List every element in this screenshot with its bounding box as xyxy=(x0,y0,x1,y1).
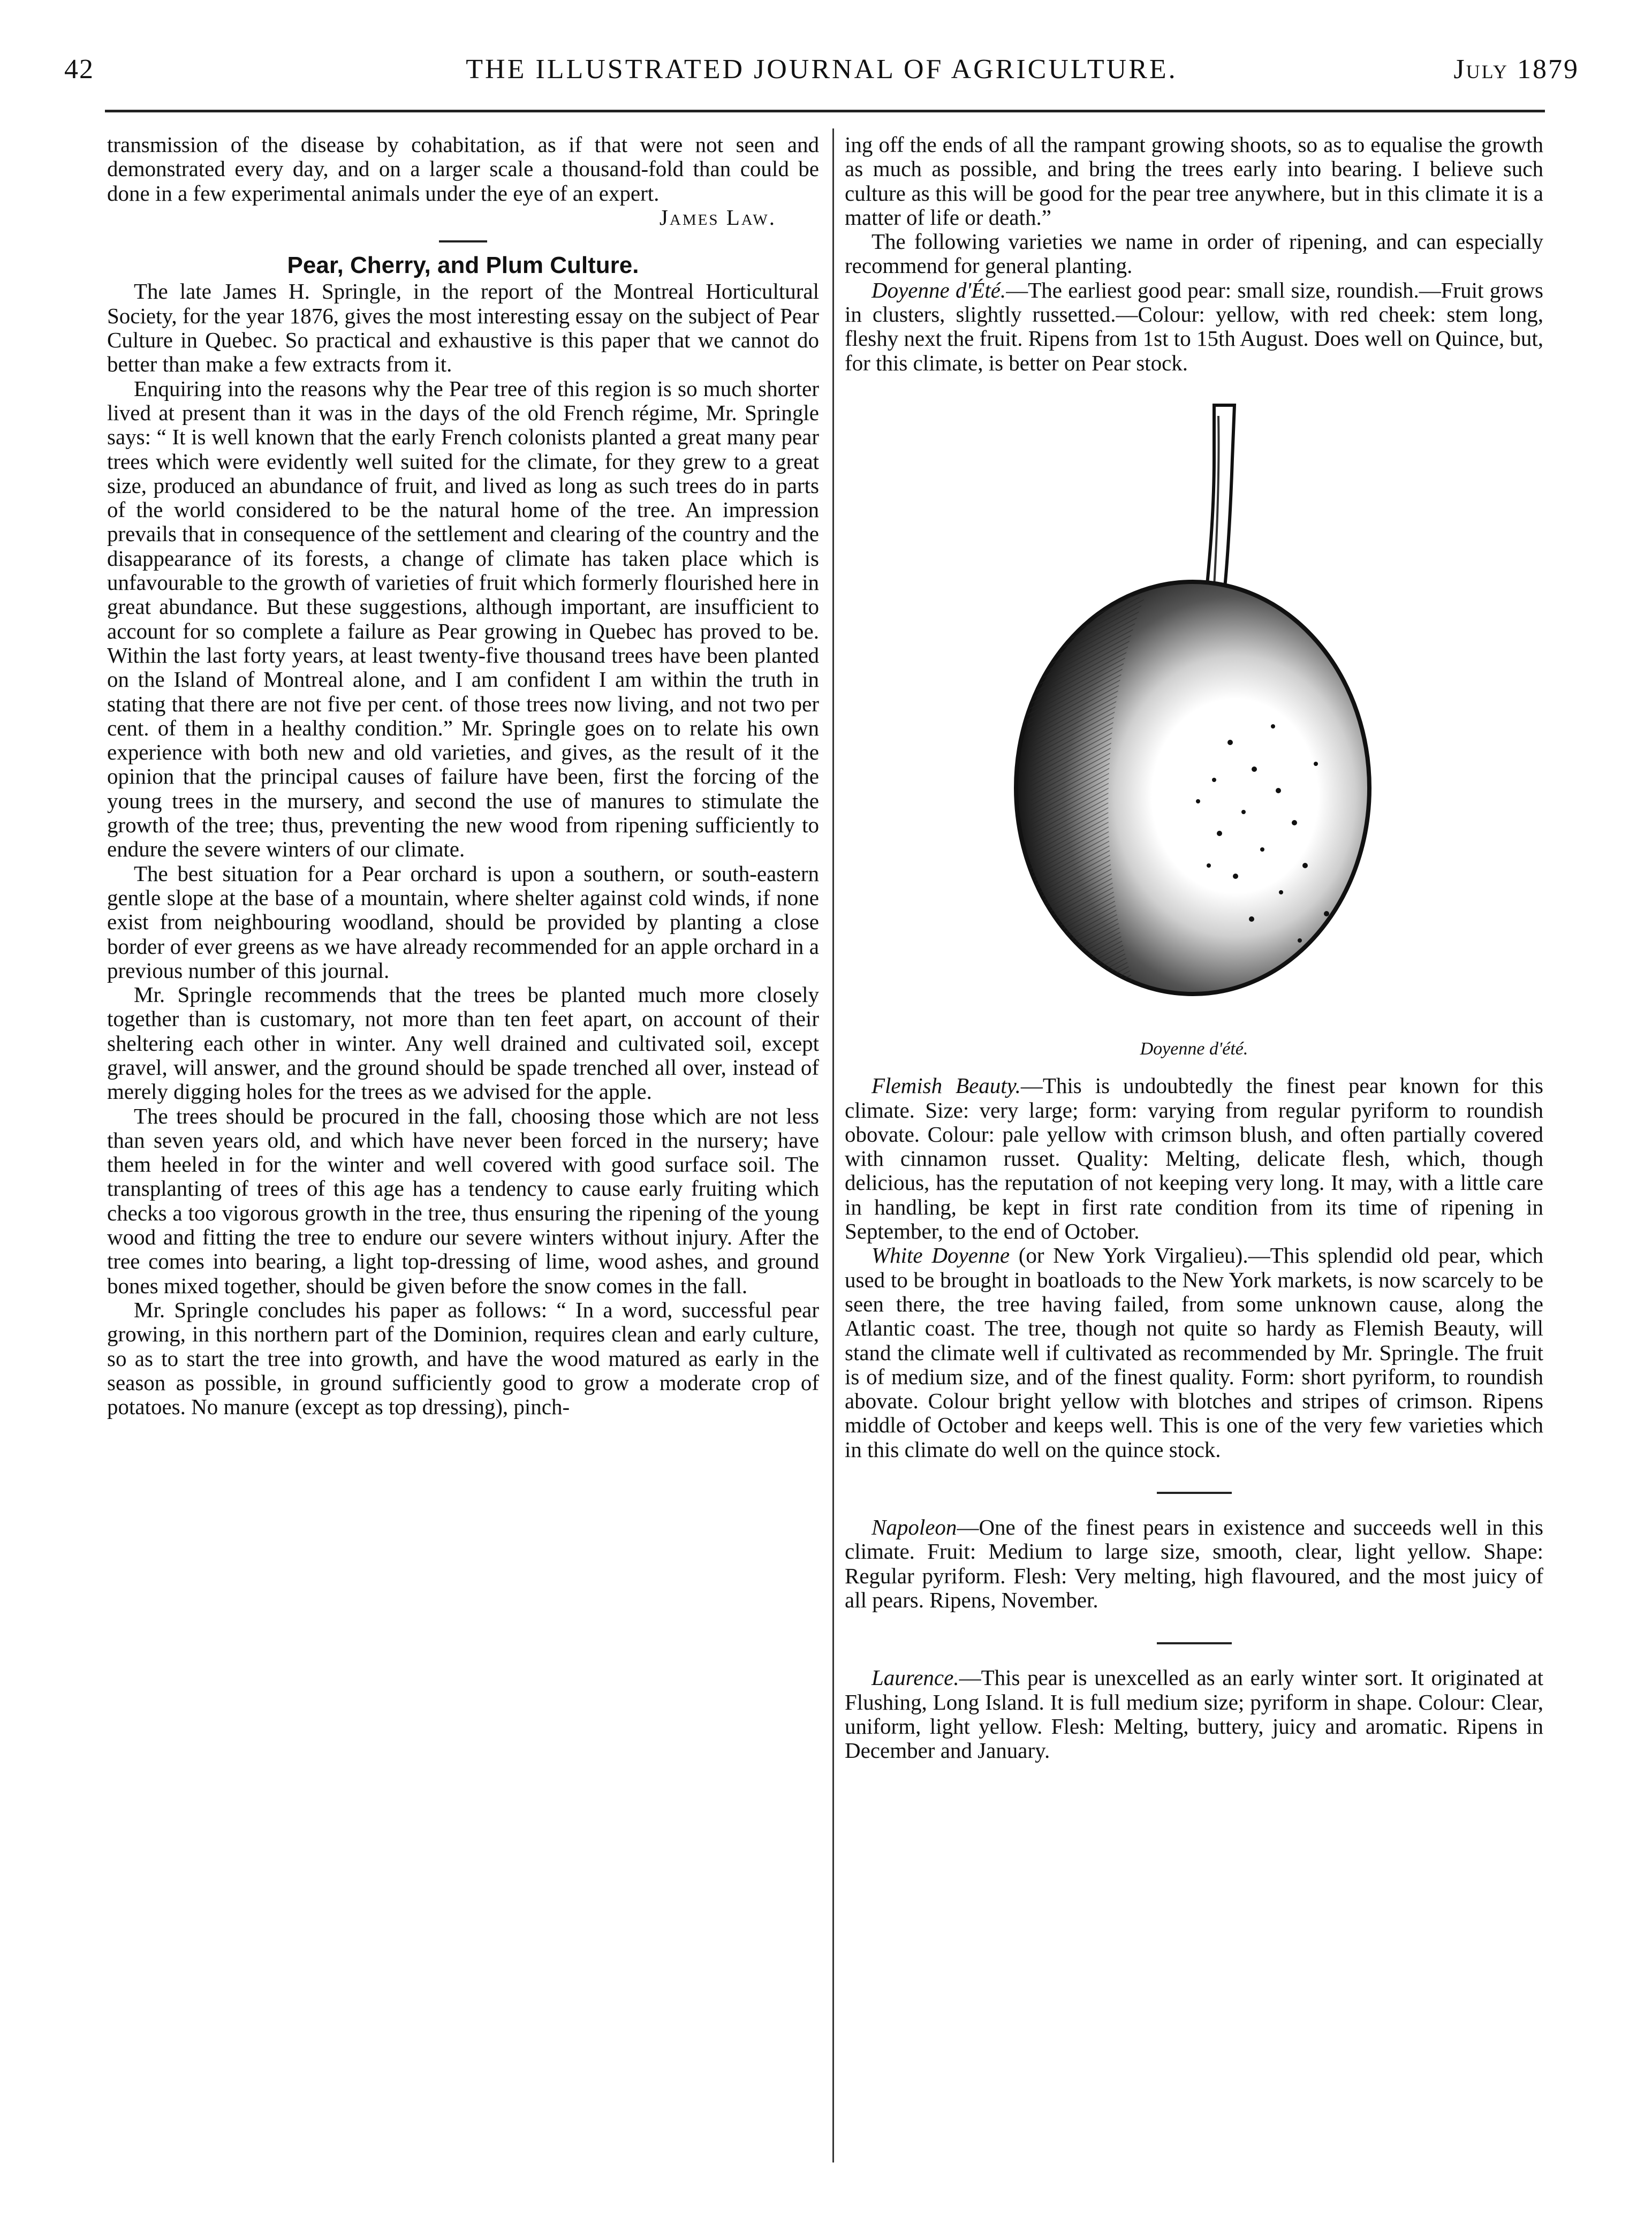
author-signature: James Law. xyxy=(659,204,776,230)
column-divider xyxy=(832,128,834,2162)
body-paragraph: The best situation for a Pear orchard is upon a southern, or south-eastern gentle slope at the base of a mountain, where shelter against cold winds, if none exist from neighbouring woodland, should be provided by planting a close border of ever greens as we have already recommended for an apple orchard in a previous number of this journal. xyxy=(107,861,819,983)
continued-paragraph: ing off the ends of all the rampant growing shoots, so as to equalise the growth as much as possible, and bring the trees early into bearing. I believe such culture as this will be good for the pear tree anywhere, but in this climate it is a matter of life or death.” xyxy=(845,132,1543,230)
body-paragraph: Enquiring into the reasons why the Pear tree of this region is so much shorter lived at present than it was in the days of the old French régime, Mr. Springle says: “ It is well known that the early French colonists planted a great many pear trees which were evidently well suited for the climate, for they grew to a great size, produced an abundance of fruit, and lived as long as such trees do in parts of the world considered to be the natural home of the tree. An impression prevails that in consequence of the settlement and clearing of the country and the disappearance of its forests, a change of climate has taken place which is unfavourable to the growth of varieties of fruit which formerly flourished here in great abundance. But these suggestions, although important, are insufficient to account for so complete a failure as Pear growing in Quebec has proved to be. Within the last forty years, at least twenty-five thousand trees have been planted on the Island of Montreal alone, and I am confident I am within the truth in stating that there are not five per cent. of those trees now living, and not two per cent. of them in a healthy condition.” Mr. Springle goes on to relate his own experience with both new and old varieties, and gives, as the result of it the opinion that the principal causes of failure have been, first the forcing of the young trees in the mursery, and second the use of manures to stimulate the growth of the tree; thus, preventing the new wood from ripening sufficiently to endure the severe winters of our climate. xyxy=(107,376,819,862)
variety-description: —This pear is unexcelled as an early winter sort. It originated at Flushing, Long Island. It is full medium size; pyriform in shape. Colour: Clear, uniform, light yellow. Flesh: Melting, buttery, juicy and aromatic. Ripens in December and January. xyxy=(845,1665,1543,1763)
variety-entry xyxy=(845,1666,1543,1763)
continued-paragraph: transmission of the disease by cohabitation, as if that were not seen and demonstrated every day, and on a larger scale a thousand-fold than could be done in a few experimental animals under the eye of an expert. xyxy=(107,132,819,206)
running-head xyxy=(64,54,1579,96)
variety-name: White Doyenne xyxy=(872,1243,1010,1268)
variety-entry xyxy=(845,1074,1543,1243)
variety-description: —The earliest good pear: small size, roundish.—Fruit grows in clusters, slightly russetted.—Colour: yellow, with red cheek: stem long, fleshy next the fruit. Ripens from 1st to 15th August. Does well on Quince, but, for this climate, is better on Pear stock. xyxy=(845,277,1544,375)
variety-name: Flemish Beauty. xyxy=(872,1073,1021,1098)
body-paragraph: Mr. Springle concludes his paper as follows: “ In a word, successful pear growing, in this northern part of the Dominion, requires clean and early culture, so as to start the tree into growth, and have the wood matured as early in the season as possible, in ground sufficiently good to grow a moderate crop of potatoes. No manure (except as top dressing), pinch- xyxy=(107,1297,819,1420)
body-paragraph: The late James H. Springle, in the report of the Montreal Horticultural Society, for the year 1876, gives the most interesting essay on the subject of Pear Culture in Quebec. So practical and exhaustive is this paper that we cannot do better than make a few extracts from it. xyxy=(107,279,819,377)
page-number: 42 xyxy=(64,54,94,85)
variety-description: (or New York Virgalieu).—This splendid old pear, which used to be brought in boatloads to the New York markets, is now scarcely to be seen there, the tree having failed, from some unknown cause, along the Atlantic coast. The tree, though not quite so hardy as Flemish Beauty, will stand the climate well if cultivated as recommended by Mr. Springle. The fruit is of medium size, and of the finest quality. Form: short pyriform, to roundish abovate. Colour bright yellow with blotches and stripes of crimson. Ripens middle of October and keeps well. This is one of the very few varieties which in this climate do well on the quince stock. xyxy=(845,1243,1543,1462)
variety-entry xyxy=(845,1243,1543,1462)
variety-name: Doyenne d'Été. xyxy=(872,277,1006,302)
variety-description: —One of the finest pears in existence and succeeds well in this climate. Fruit: Medium to large size, smooth, clear, light yellow. Shape: Regular pyriform. Flesh: Very melting, high flavoured, and the most juicy of all pears. Ripens, November. xyxy=(845,1515,1543,1612)
figure-caption: Doyenne d'été. xyxy=(1140,1038,1248,1059)
body-paragraph: The trees should be procured in the fall, choosing those which are not less than seven years old, and which have never been forced in the nursery; have them heeled in for the winter and well covered with good surface soil. The transplanting of trees of this age has a tendency to cause early fruiting which checks a too vigorous growth in the tree, thus ensuring the ripening of the young wood and fitting the tree to endure our severe winters without injury. After the tree comes into bearing, a light top-dressing of lime, wood ashes, and ground bones mixed together, should be given before the snow comes in the fall. xyxy=(107,1103,819,1298)
separator-rule xyxy=(1157,1492,1232,1494)
variety-description: —This is undoubtedly the finest pear known for this climate. Size: very large; form: varying from regular pyriform to roundish obovate. Colour: pale yellow with crimson blush, and often partially covered with cinnamon russet. Quality: Melting, delicate flesh, which, though delicious, has the reputation of not keeping very long. It may, with a little care in handling, be kept in first rate condition from its time of ripening in September, to the end of October. xyxy=(845,1073,1543,1244)
left-column xyxy=(107,133,819,1419)
body-paragraph: Mr. Springle recommends that the trees be planted much more closely together than is customary, not more than ten feet apart, on account of their sheltering each other in winter. Any well drained and cultivated soil, except gravel, will answer, and the ground should be spade trenched all over, instead of merely digging holes for the trees as we advised for the apple. xyxy=(107,982,819,1104)
body-paragraph: The following varieties we name in order of ripening, and can especially recommend for general planting. xyxy=(845,229,1543,278)
article-title: Pear, Cherry, and Plum Culture. xyxy=(287,252,639,279)
right-column xyxy=(845,133,1543,1763)
variety-name: Laurence. xyxy=(872,1665,959,1690)
pear-illustration xyxy=(845,394,1543,1026)
variety-name: Napoleon xyxy=(872,1515,957,1540)
separator-rule xyxy=(1157,1642,1232,1644)
header-rule xyxy=(105,110,1545,112)
section-rule xyxy=(439,240,487,242)
journal-title: THE ILLUSTRATED JOURNAL OF AGRICULTURE. xyxy=(466,54,1178,85)
issue-date: July 1879 xyxy=(1453,54,1579,85)
pear-engraving xyxy=(845,394,1543,1026)
variety-entry xyxy=(845,1515,1543,1612)
variety-entry xyxy=(845,278,1543,375)
